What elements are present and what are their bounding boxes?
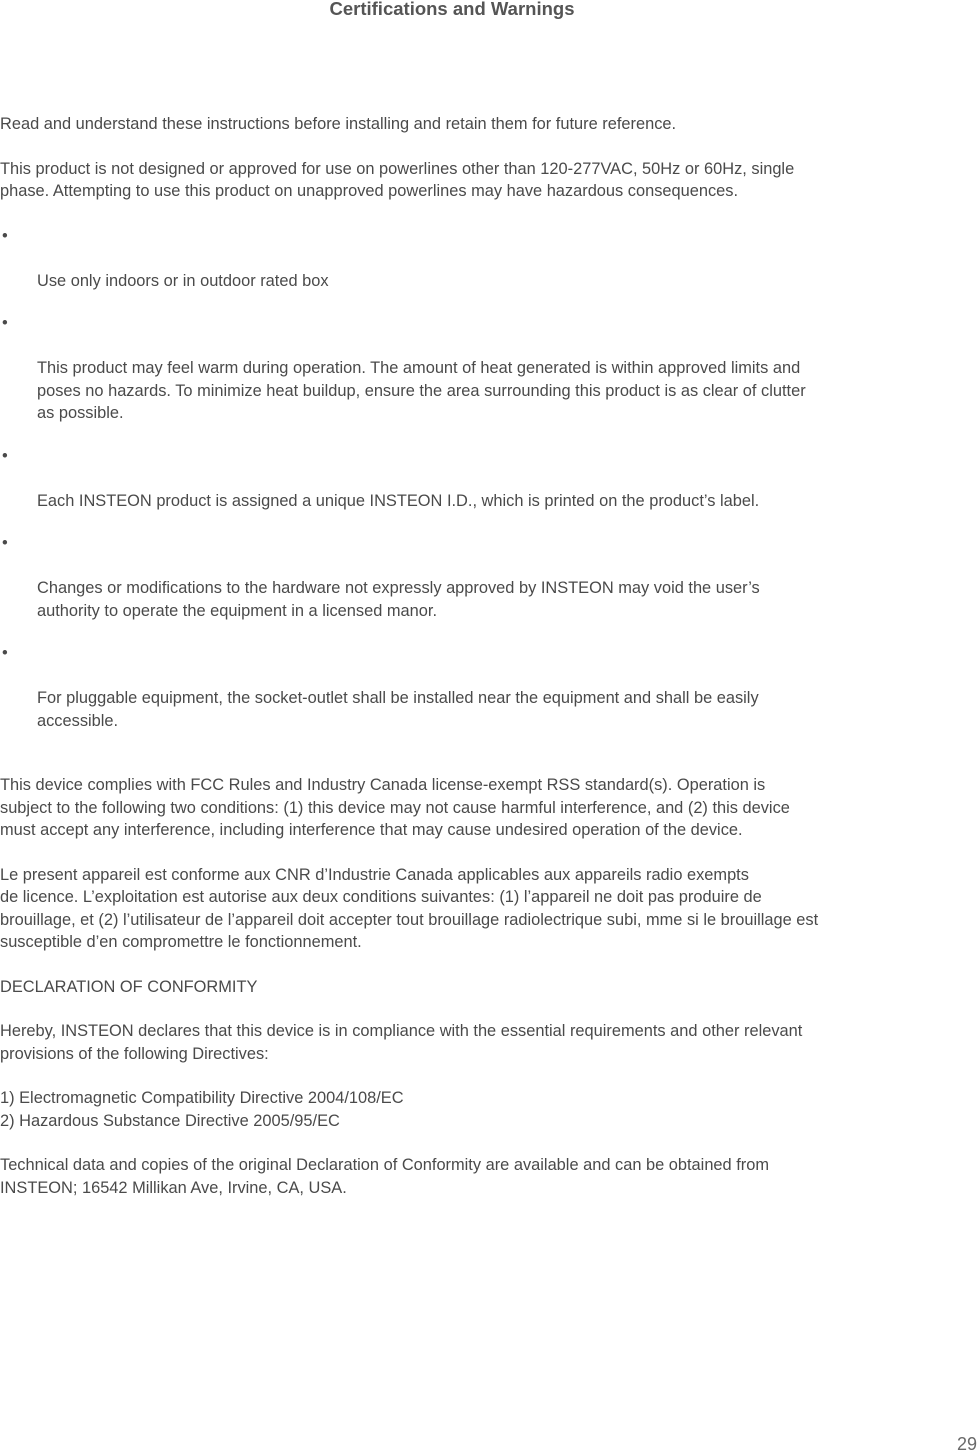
list-item-text: Use only indoors or in outdoor rated box xyxy=(37,271,329,290)
warning-list xyxy=(0,225,910,733)
list-item xyxy=(0,642,910,732)
directives-list: 1) Electromagnetic Compatibility Directive 2004/108/EC 2) Hazardous Substance Directive 2005/95/EC xyxy=(0,1089,404,1130)
document-body xyxy=(0,113,910,1199)
list-item xyxy=(0,445,910,513)
declaration-paragraph: Hereby, INSTEON declares that this device is in compliance with the essential requirements and other relevant provisions of the following Directives: xyxy=(0,1022,803,1063)
powerline-paragraph: This product is not designed or approved for use on powerlines other than 120-277VAC, 50Hz or 60Hz, single phase. Attempting to use this product on unapproved powerlines may have hazardous consequences. xyxy=(0,159,795,200)
technical-data-paragraph: Technical data and copies of the original Declaration of Conformity are available and can be obtained from INSTEON; 16542 Millikan Ave, Irvine, CA, USA. xyxy=(0,1156,769,1197)
bullet-icon: • xyxy=(2,314,8,332)
bullet-icon: • xyxy=(2,226,8,245)
list-item xyxy=(0,532,910,622)
fcc-compliance-paragraph: This device complies with FCC Rules and Industry Canada license-exempt RSS standard(s). Operation is subject to the following two conditions: (1) this device may not cause harmful interference, and (2) this device must accept any interference, including interference that may cause undesired operation of the device. xyxy=(0,776,790,839)
list-item xyxy=(0,312,910,425)
bullet-icon: • xyxy=(2,446,8,465)
declaration-heading: DECLARATION OF CONFORMITY xyxy=(0,977,258,996)
list-item-text: This product may feel warm during operation. The amount of heat generated is within approved limits and poses no hazards. To minimize heat buildup, ensure the area surrounding this product is as clear of clutter as possible. xyxy=(37,359,806,422)
page-title: Certifications and Warnings xyxy=(329,0,575,19)
bullet-icon: • xyxy=(2,534,8,552)
list-item-text: For pluggable equipment, the socket-outlet shall be installed near the equipment and shall be easily accessible. xyxy=(37,689,759,730)
list-item-text: Each INSTEON product is assigned a unique INSTEON I.D., which is printed on the product’s label. xyxy=(37,491,760,510)
bullet-icon: • xyxy=(2,644,8,662)
page-number: 29 xyxy=(956,1434,977,1454)
list-item-text: Changes or modifications to the hardware not expressly approved by INSTEON may void the user’s authority to operate the equipment in a licensed manor. xyxy=(37,579,760,620)
french-compliance-paragraph: Le present appareil est conforme aux CNR d’Industrie Canada applicables aux appareils radio exempts de licence. L’exploitation est autorise aux deux conditions suivantes: (1) l’appareil ne doit pas produire de brouillage, et (2) l’utilisateur de l’appareil doit accepter tout brouillage radiolectrique subi, mme si le brouillage est susceptible d’en compromettre le fonctionnement. xyxy=(0,865,819,951)
list-item xyxy=(0,225,910,293)
intro-paragraph: Read and understand these instructions before installing and retain them for future reference. xyxy=(0,115,677,133)
